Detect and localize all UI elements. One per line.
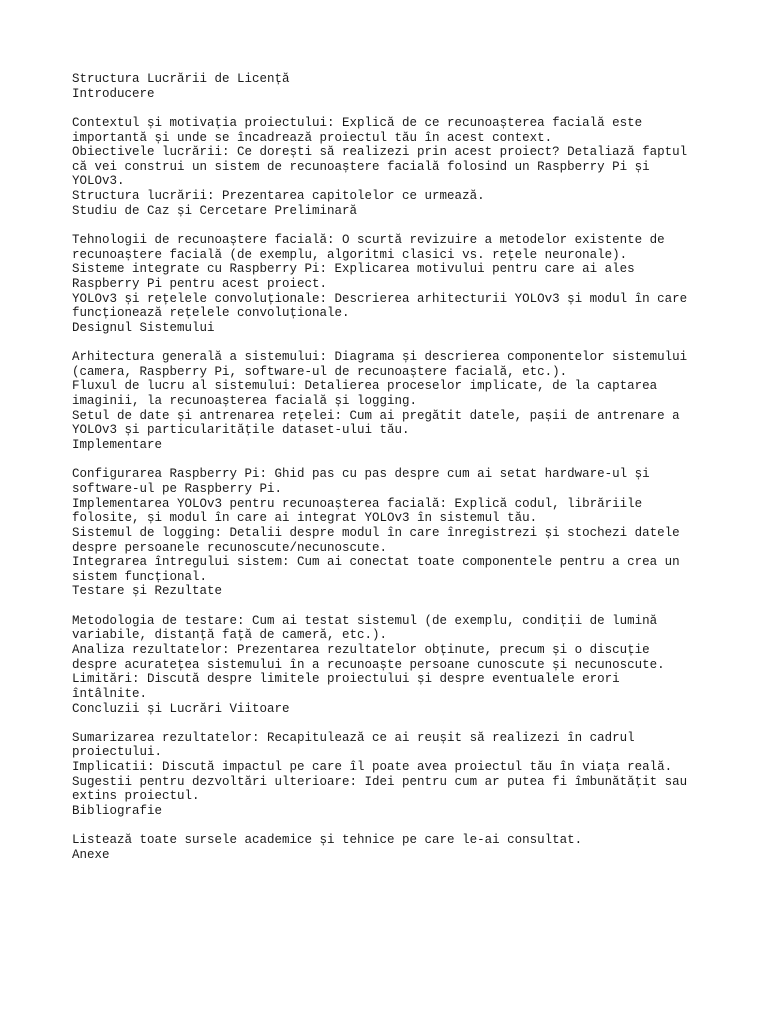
text-line: YOLOv3. [72,174,125,189]
text-line: Contextul și motivația proiectului: Explică de ce recunoașterea facială este [72,115,643,130]
text-line: extins proiectul. [72,789,200,804]
text-line: Analiza rezultatelor: Prezentarea rezultatelor obținute, precum și o discuție [72,642,650,657]
text-line: întâlnite. [72,686,148,701]
text-line: Implementare [72,438,163,453]
text-line: funcționează rețelele convoluționale. [72,306,350,321]
text-line: despre persoanele recunoscute/necunoscute. [72,540,388,555]
text-line: YOLOv3 și rețelele convoluționale: Descrierea arhitecturii YOLOv3 și modul în care [72,291,688,306]
text-line: Setul de date și antrenarea rețelei: Cum ai pregătit datele, pașii de antrenare a [72,408,680,423]
blank-line [72,819,687,834]
text-line: Sisteme integrate cu Raspberry Pi: Explicarea motivului pentru care ai ales [72,262,635,277]
text-line: Designul Sistemului [72,320,215,335]
text-line: Implicatii: Discută impactul pe care îl poate avea proiectul tău în viața reală. [72,760,673,775]
text-line: Bibliografie [72,804,163,819]
document-body [72,72,687,863]
text-line: Fluxul de lucru al sistemului: Detalierea proceselor implicate, de la captarea [72,379,658,394]
text-line: Metodologia de testare: Cum ai testat sistemul (de exemplu, condiții de lumină [72,613,658,628]
text-line: Structura Lucrării de Licență [72,72,290,86]
text-line: (camera, Raspberry Pi, software-ul de recunoaștere facială, etc.). [72,364,568,379]
text-line: imaginii, la recunoașterea facială și logging. [72,394,418,409]
text-line: YOLOv3 și particularitățile dataset-ului tău. [72,423,410,438]
text-line: Sugestii pentru dezvoltări ulterioare: Idei pentru cum ar putea fi îmbunătățit sau [72,774,688,789]
text-line: software-ul pe Raspberry Pi. [72,481,283,496]
text-line: proiectului. [72,745,163,760]
text-line: Anexe [72,847,110,862]
text-line: Integrarea întregului sistem: Cum ai conectat toate componentele pentru a crea un [72,555,680,570]
text-line: Implementarea YOLOv3 pentru recunoașterea facială: Explică codul, librăriile [72,496,643,511]
text-line: că vei construi un sistem de recunoaștere facială folosind un Raspberry Pi și [72,159,650,174]
text-line: Studiu de Caz și Cercetare Preliminară [72,203,358,218]
blank-line [72,101,687,116]
text-line: folosite, și modul în care ai integrat YOLOv3 în sistemul tău. [72,511,538,526]
text-line: Structura lucrării: Prezentarea capitolelor ce urmează. [72,189,485,204]
text-line: importantă și unde se încadrează proiectul tău în acest context. [72,130,553,145]
blank-line [72,218,687,233]
text-line: Listează toate sursele academice și tehnice pe care le-ai consultat. [72,833,583,848]
text-line: recunoaștere facială (de exemplu, algoritmi clasici vs. rețele neuronale). [72,247,628,262]
text-line: Configurarea Raspberry Pi: Ghid pas cu pas despre cum ai setat hardware-ul și [72,467,650,482]
text-line: Introducere [72,86,155,101]
text-line: Tehnologii de recunoaștere facială: O scurtă revizuire a metodelor existente de [72,233,665,248]
blank-line [72,716,687,731]
blank-line [72,599,687,614]
text-line: Arhitectura generală a sistemului: Diagrama și descrierea componentelor sistemului [72,350,688,365]
text-line: sistem funcțional. [72,569,208,584]
text-line: variabile, distanță față de cameră, etc.). [72,628,388,643]
text-line: Limitări: Discută despre limitele proiectului și despre eventualele erori [72,672,620,687]
text-line: Obiectivele lucrării: Ce dorești să realizezi prin acest proiect? Detaliază faptul [72,145,688,160]
blank-line [72,453,687,468]
text-line: Sumarizarea rezultatelor: Recapitulează ce ai reușit să realizezi în cadrul [72,730,635,745]
text-line: Sistemul de logging: Detalii despre modul în care înregistrezi și stochezi datele [72,525,680,540]
text-line: Testare și Rezultate [72,584,223,599]
text-line: Raspberry Pi pentru acest proiect. [72,276,328,291]
blank-line [72,336,687,351]
text-line: despre acuratețea sistemului în a recunoaște persoane cunoscute și necunoscute. [72,657,665,672]
text-line: Concluzii și Lucrări Viitoare [72,701,290,716]
